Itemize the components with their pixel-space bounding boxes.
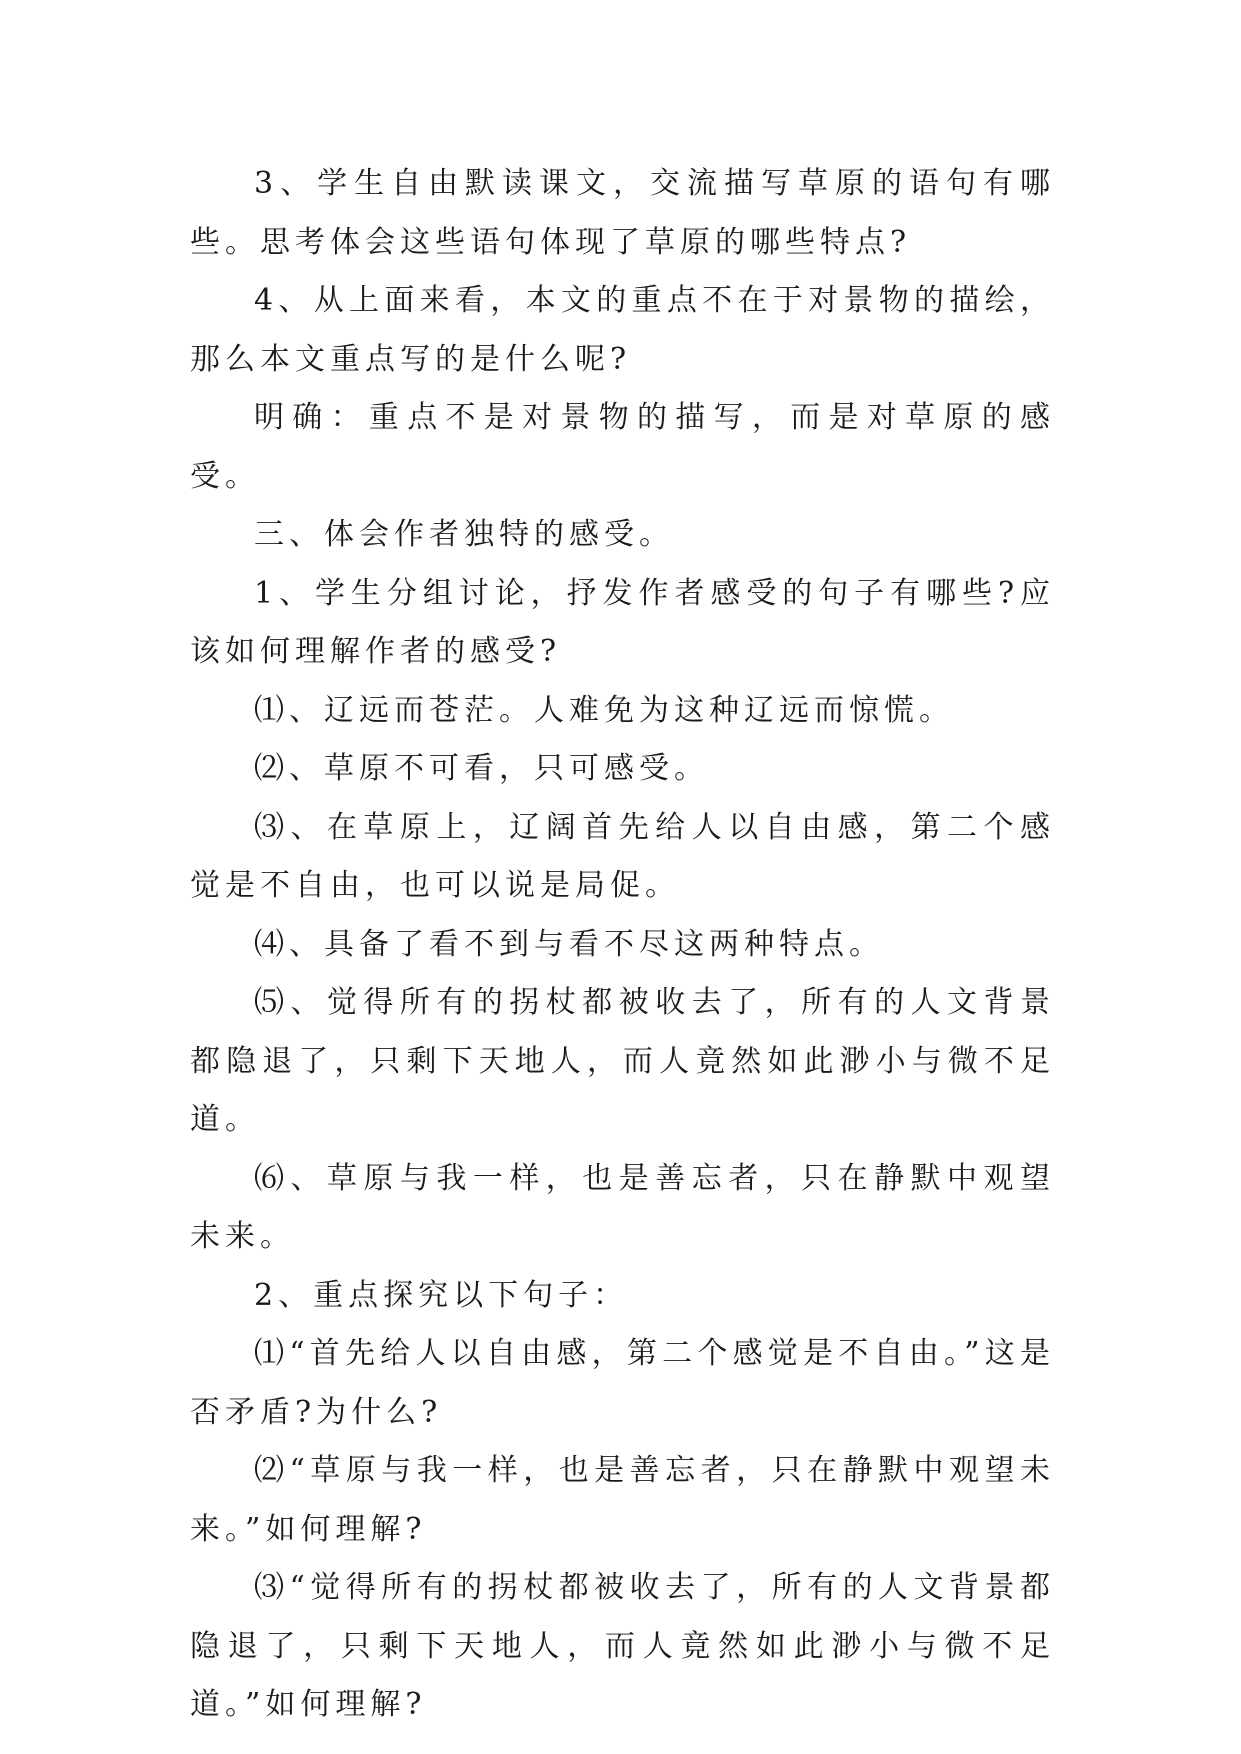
list-item-feeling-5: ⑸、觉得所有的拐杖都被收去了，所有的人文背景都隐退了，只剩下天地人，而人竟然如此渺小与微不足道。 bbox=[190, 985, 1055, 1137]
list-item-feeling-4: ⑷、具备了看不到与看不尽这两种特点。 bbox=[254, 926, 884, 962]
section-heading-feelings: 三、体会作者独特的感受。 bbox=[254, 517, 674, 552]
list-item-feeling-2: ⑵、草原不可看，只可感受。 bbox=[254, 751, 709, 786]
list-item-feeling-6: ⑹、草原与我一样，也是善忘者，只在静默中观望未来。 bbox=[190, 1160, 1055, 1254]
document-body bbox=[190, 155, 1055, 1735]
list-item-sentence-3: ⑶“觉得所有的拐杖都被收去了，所有的人文背景都隐退了，只剩下天地人，而人竟然如此渺小与微不足道。”如何理解? bbox=[190, 1570, 1055, 1722]
list-item-feeling-1: ⑴、辽远而苍茫。人难免为这种辽远而惊慌。 bbox=[254, 692, 954, 728]
list-item-sentence-2: ⑵“草原与我一样，也是善忘者，只在静默中观望未来。”如何理解? bbox=[190, 1453, 1055, 1547]
paragraph-reading-task: 3、学生自由默读课文，交流描写草原的语句有哪些。思考体会这些语句体现了草原的哪些特点? bbox=[190, 166, 1055, 260]
list-item-sentence-1: ⑴“首先给人以自由感，第二个感觉是不自由。”这是否矛盾?为什么? bbox=[190, 1336, 1055, 1430]
paragraph-group-discussion: 1、学生分组讨论，抒发作者感受的句子有哪些?应该如何理解作者的感受? bbox=[190, 575, 1055, 669]
list-item-feeling-3: ⑶、在草原上，辽阔首先给人以自由感，第二个感觉是不自由，也可以说是局促。 bbox=[190, 809, 1055, 903]
paragraph-clarification: 明确：重点不是对景物的描写，而是对草原的感受。 bbox=[190, 400, 1055, 494]
paragraph-key-sentences: 2、重点探究以下句子： bbox=[254, 1277, 629, 1313]
paragraph-focus-question: 4、从上面来看，本文的重点不在于对景物的描绘，那么本文重点写的是什么呢? bbox=[190, 283, 1055, 377]
